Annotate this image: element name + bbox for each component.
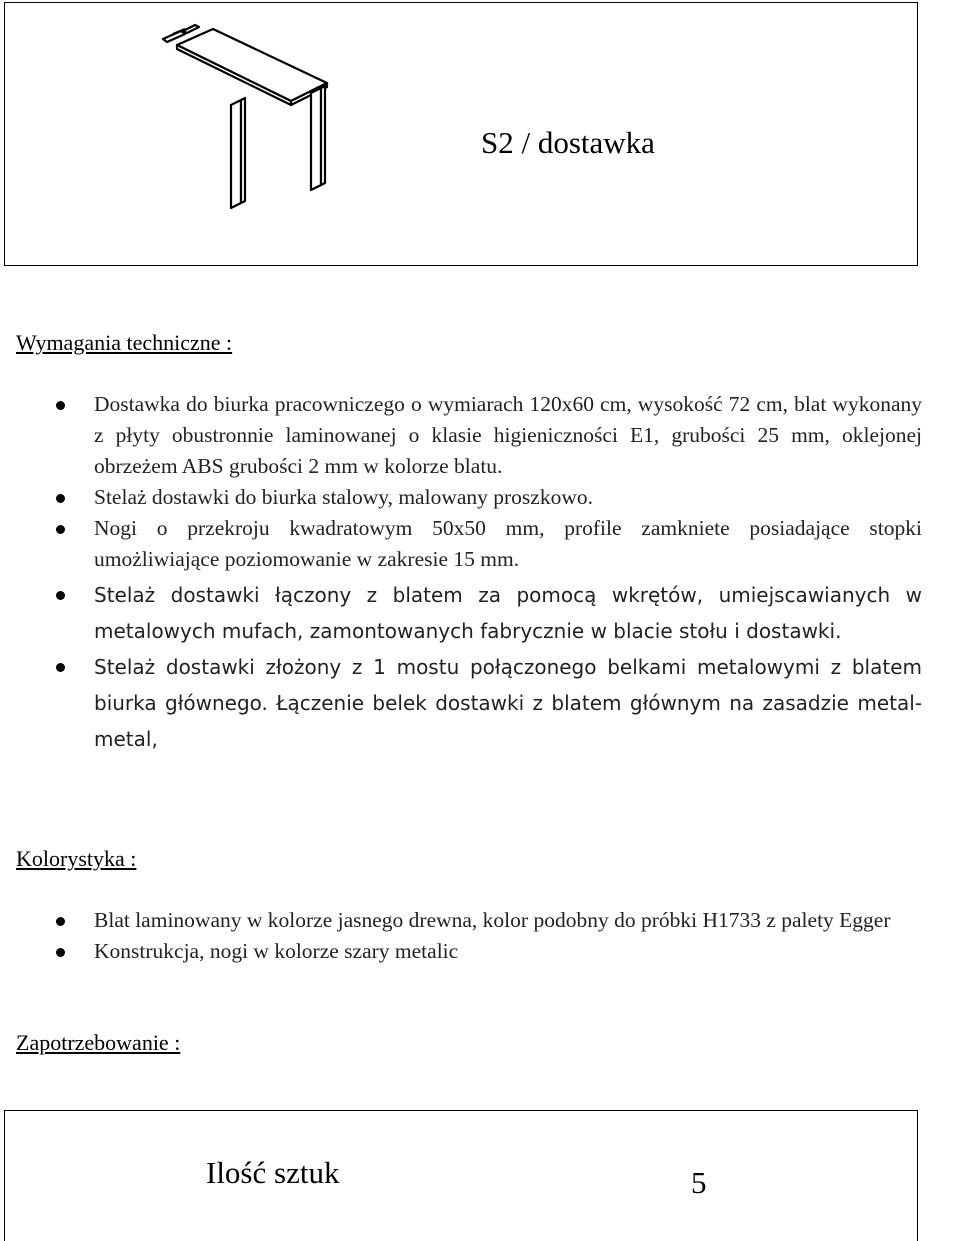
list-item-text: Stelaż dostawki łączony z blatem za pomocą wkrętów, umiejscawianych w metalowych mufach, zamontowanych fabrycznie w blacie stołu i dostawki. bbox=[94, 583, 922, 643]
bullet-icon bbox=[56, 591, 65, 600]
product-header-box bbox=[4, 2, 918, 266]
list-item-text: Stelaż dostawki do biurka stalowy, malowany proszkowo. bbox=[94, 485, 593, 509]
technical-requirements-heading: Wymagania techniczne : bbox=[16, 330, 233, 355]
bullet-icon bbox=[56, 948, 65, 957]
list-item bbox=[0, 577, 960, 649]
bullet-icon bbox=[56, 494, 65, 503]
bullet-icon bbox=[56, 917, 65, 926]
technical-requirements-list bbox=[0, 389, 960, 757]
list-item-text: Blat laminowany w kolorze jasnego drewna, kolor podobny do próbki H1733 z palety Egger bbox=[94, 908, 891, 932]
list-item bbox=[0, 649, 960, 757]
list-item bbox=[0, 482, 960, 513]
list-item-text: Dostawka do biurka pracowniczego o wymiarach 120x60 cm, wysokość 72 cm, blat wykonany z płyty obustronnie laminowanej o klasie higieniczności E1, grubości 25 mm, oklejonej obrzeżem ABS grubości 2 mm w kolorze blatu. bbox=[94, 392, 922, 478]
quantity-box bbox=[4, 1110, 918, 1241]
bullet-icon bbox=[56, 401, 65, 410]
list-item bbox=[0, 513, 960, 575]
demand-heading: Zapotrzebowanie : bbox=[16, 1030, 181, 1055]
product-title: S2 / dostawka bbox=[481, 125, 655, 160]
colors-list bbox=[0, 905, 960, 967]
list-item-text: Nogi o przekroju kwadratowym 50x50 mm, profile zamkniete posiadające stopki umożliwiające poziomowanie w zakresie 15 mm. bbox=[94, 516, 922, 571]
quantity-label: Ilość sztuk bbox=[206, 1155, 340, 1190]
bullet-icon bbox=[56, 525, 65, 534]
list-item bbox=[0, 389, 960, 482]
list-item bbox=[0, 936, 960, 967]
quantity-value: 5 bbox=[691, 1165, 707, 1200]
desk-extension-drawing-icon bbox=[155, 15, 345, 215]
bullet-icon bbox=[56, 663, 65, 672]
list-item-text: Stelaż dostawki złożony z 1 mostu połączonego belkami metalowymi z blatem biurka głównego. Łączenie belek dostawki z blatem głównym na zasadzie metal-metal, bbox=[94, 655, 922, 751]
colors-heading: Kolorystyka : bbox=[16, 846, 137, 871]
list-item bbox=[0, 905, 960, 936]
list-item-text: Konstrukcja, nogi w kolorze szary metalic bbox=[94, 939, 459, 963]
